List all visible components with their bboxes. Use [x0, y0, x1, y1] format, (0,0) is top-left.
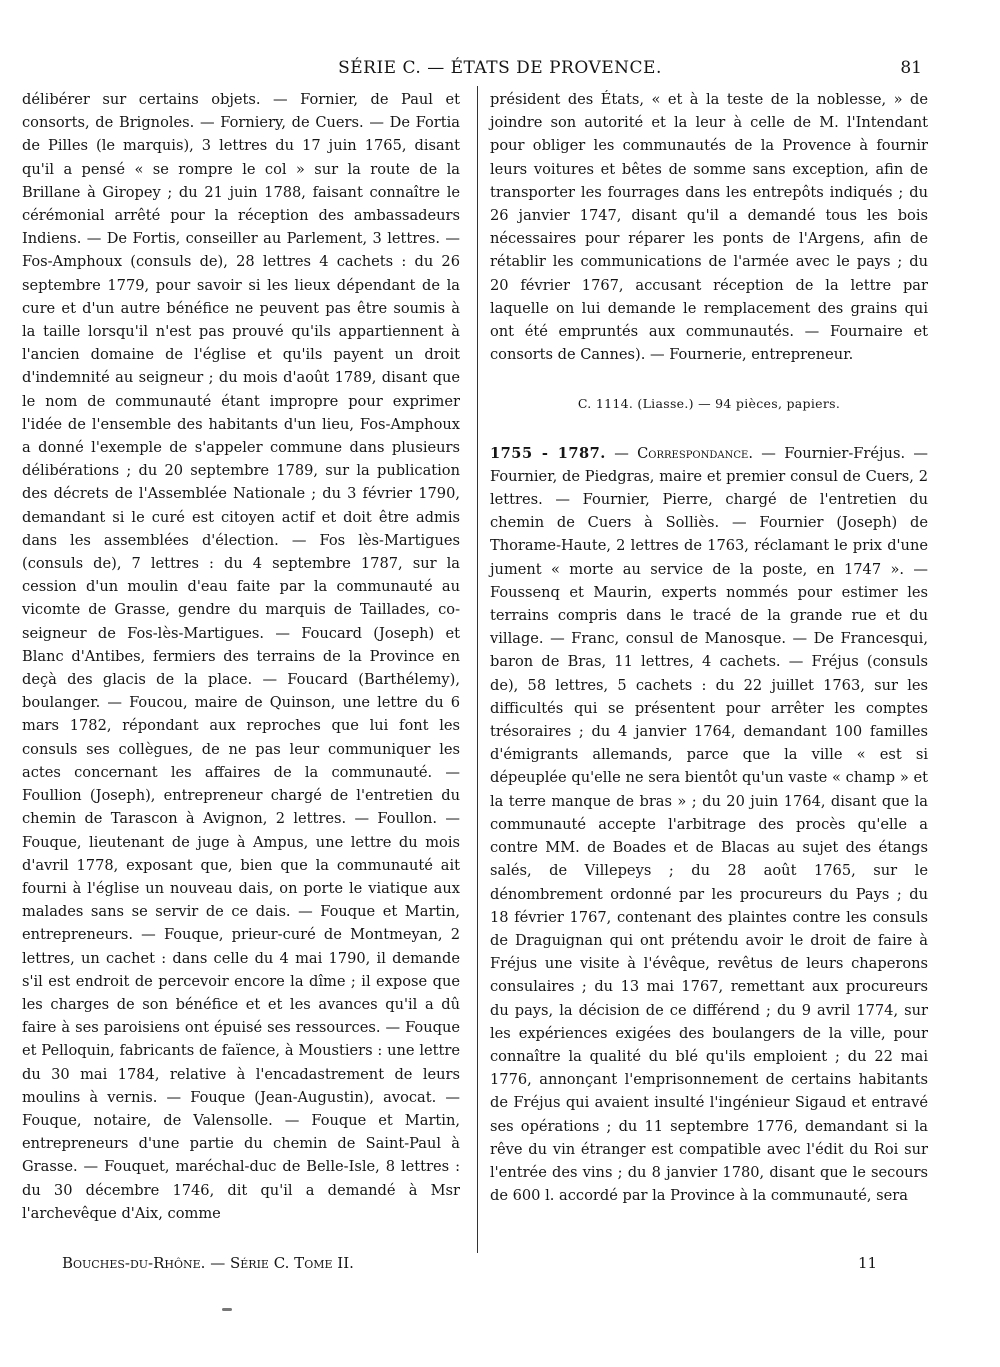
section-label: Correspondance	[637, 444, 749, 462]
right-paragraph-2: 1755 - 1787. — Correspondance. — Fournier-Fréjus. — Fournier, de Piedgras, maire et premier consul de Cuers, 2 lettres. — Fournier, Pierre, chargé de l'entretien du chemin de Cuers à Solliès. — Fournier (Joseph) de Thorame-Haute, 2 lettres de 1763, réclamant le prix d'une jument « morte au service de la poste, en 1747 ». — Foussenq et Maurin, experts nommés pour estimer les terrains compris dans le tracé de la grande rue et du village. — Franc, consul de Manosque. — De Francesqui, baron de Bras, 11 lettres, 4 cachets. — Fréjus (consuls de), 58 lettres, 5 cachets : du 22 juillet 1763, sur les difficultés qui se présentent pour arrêter les comptes trésoraires ; du 4 janvier 1764, demandant 100 familles d'émigrants allemands, parce que la ville « est si dépeuplée qu'elle ne sera bientôt qu'un vaste « champ » et la terre manque de bras » ; du 20 juin 1764, disant que la communauté accepte l'arbitrage des procès qu'elle a contre MM. de Boades et de Blacas au sujet des étangs salés, de Villepeys ; du 28 août 1765, sur le dénombrement ordonné par les procureurs du Pays ; du 18 février 1767, contenant des plaintes contre les consuls de Draguignan qui ont prétendu avoir le droit de faire à Fréjus une visite à l'évêque, revêtus de leurs chaperons consulaires ; du 13 mai 1767, remettant aux procureurs du pays, la décision de ce différend ; du 9 avril 1774, sur les expériences exigées des boulangers de la ville, pour connaître la qualité du blé qu'ils emploient ; du 22 mai 1776, annonçant l'emprisonnement de certains habitants de Fréjus qui avaient insulté l'ingénieur Sigaud et entravé ses opérations ; du 11 septembre 1776, demandant si la rêve du vin étranger est compatible avec l'édit du Roi sur l'entrée des vins ; du 8 janvier 1780, disant que le secours de 600 l. accordé par la Province à la communauté, sera	[490, 444, 928, 1205]
left-column	[22, 88, 460, 1225]
right-column	[490, 88, 928, 1207]
page-header	[0, 58, 1000, 82]
left-column-text: délibérer sur certains objets. — Fornier, de Paul et consorts, de Brignoles. — Forniery, de Cuers. — De Fortia de Pilles (le marquis), 3 lettres du 17 juin 1765, disant qu'il a pensé « se rompre le col » sur la route de la Brillane à Giropey ; du 21 juin 1788, faisant connaître le cérémonial arrêté pour la réception des ambassadeurs Indiens. — De Fortis, conseiller au Parlement, 3 lettres. — Fos-Amphoux (consuls de), 28 lettres 4 cachets : du 26 septembre 1779, pour savoir si les lieux dépendant de la cure et d'un autre bénéfice ne peuvent pas être soumis à la taille lorsqu'il n'est pas prouvé qu'ils appartiennent à l'ancien domaine de l'église et qu'ils payent un droit d'indemnité au seigneur ; du mois d'août 1789, disant que le nom de communauté étant impropre pour exprimer l'idée de l'ensemble des habitants d'un lieu, Fos-Amphoux a donné l'exemple de s'appeler commune dans plusieurs délibérations ; du 20 septembre 1789, sur la publication des décrets de l'Assemblée Nationale ; du 3 février 1790, demandant si le curé est citoyen actif et doit être admis dans les assemblées d'élection. — Fos lès-Martigues (consuls de), 7 lettres : du 4 septembre 1787, sur la cession d'un moulin d'eau faite par la communauté au vicomte de Grasse, gendre du marquis de Taillades, co-seigneur de Fos-lès-Martigues. — Foucard (Joseph) et Blanc d'Antibes, fermiers des terrains de la Province en deçà des glacis de la place. — Foucard (Barthélemy), boulanger. — Foucou, maire de Quinson, une lettre du 6 mars 1782, répondant aux reproches que lui font les consuls ses collègues, de ne pas leur communiquer les actes concernant les affaires de la communauté. — Foullion (Joseph), entrepreneur chargé de l'entretien du chemin de Tarascon à Avignon, 2 lettres. — Foullon. — Fouque, lieutenant de juge à Ampus, une lettre du mois d'avril 1778, exposant que, bien que la communauté ait fourni à l'église un nouveau dais, on porte le viatique aux malades sans se servir de ce dais. — Fouque et Martin, entrepreneurs. — Fouque, prieur-curé de Montmeyan, 2 lettres, un cachet : dans celle du 4 mai 1790, il demande s'il est endroit de percevoir encore la dîme ; il expose que les charges de son bénéfice et et les avances qu'il a dû faire à ses paroisiens ont épuisé ses ressources. — Fouque et Pelloquin, fabricants de faïence, à Moustiers : une lettre du 30 mai 1784, relative à l'encadastrement de leurs moulins à vernis. — Fouque (Jean-Augustin), avocat. — Fouque, notaire, de Valensolle. — Fouque et Martin, entrepreneurs d'une partie du chemin de Saint-Paul à Grasse. — Fouquet, maréchal-duc de Belle-Isle, 8 lettres : du 30 décembre 1746, dit qu'il a demandé à Msr l'archevêque d'Aix, comme	[22, 91, 460, 1222]
right-paragraph-1: président des États, « et à la teste de la noblesse, » de joindre son autorité et la leur à celle de M. l'Intendant pour obliger les communautés de la Provence à fournir leurs voitures et bêtes de somme sans exception, afin de transporter les fourrages dans les entrepôts indiqués ; du 26 janvier 1747, disant qu'il a demandé tous les bois nécessaires pour réparer les ponts de l'Argens, afin de rétablir les communications de l'armée avec le pays ; du 20 février 1767, accusant réception de la lettre par laquelle on lui demande le remplacement des grains qui ont été empruntés aux communautés. — Fournaire et consorts de Cannes). — Fournerie, entrepreneur.	[490, 91, 928, 364]
liasse-caption: C. 1114. (Liasse.) — 94 pièces, papiers.	[577, 396, 841, 412]
right-paragraph-2-text: . — Fournier-Fréjus. — Fournier, de Piedgras, maire et premier consul de Cuers, 2 lettres. — Fournier, Pierre, chargé de l'entretien du chemin de Cuers à Solliès. — Fournier (Joseph) de Thorame-Haute, 2 lettres de 1763, réclamant le prix d'une jument « morte au service de la poste, en 1747 ». — Foussenq et Maurin, experts nommés pour estimer les terrains compris dans le tracé de la grande rue et du village. — Franc, consul de Manosque. — De Francesqui, baron de Bras, 11 lettres, 4 cachets. — Fréjus (consuls de), 58 lettres, 5 cachets : du 22 juillet 1763, sur les difficultés qui se présentent pour arrêter les comptes trésoraires ; du 4 janvier 1764, demandant 100 familles d'émigrants allemands, parce que la ville « est si dépeuplée qu'elle ne sera bientôt qu'un vaste « champ » et la terre manque de bras » ; du 20 juin 1764, disant que la communauté accepte l'arbitrage des procès qu'elle a contre MM. de Boades et de Blacas au sujet des étangs salés, de Villepeys ; du 28 août 1765, sur le dénombrement ordonné par les procureurs du Pays ; du 18 février 1767, contenant des plaintes contre les consuls de Draguignan qui ont prétendu avoir le droit de faire à Fréjus une visite à l'évêque, revêtus de leurs chaperons consulaires ; du 13 mai 1767, remettant aux procureurs du pays, la décision de ce différend ; du 9 avril 1774, sur les expériences exigées des boulangers de la ville, pour connaître la qualité du blé qu'ils emploient ; du 22 mai 1776, annonçant l'emprisonnement de certains habitants de Fréjus qui avaient insulté l'ingénieur Sigaud et entravé ses opérations ; du 11 septembre 1776, demandant si la rêve du vin étranger est compatible avec l'édit du Roi sur l'entrée des vins ; du 8 janvier 1780, disant que le secours de 600 l. accordé par la Province à la communauté, sera	[490, 444, 928, 1205]
footer-series: Bouches-du-Rhône. — Série C. Tome II.	[62, 1254, 354, 1272]
date-range: 1755 - 1787.	[490, 444, 606, 462]
column-divider	[477, 86, 478, 1253]
ink-speck	[222, 1308, 232, 1311]
page-number: 81	[900, 58, 922, 78]
page-title: SÉRIE C. — ÉTATS DE PROVENCE.	[338, 58, 662, 78]
footer-signature: 11	[858, 1254, 878, 1272]
